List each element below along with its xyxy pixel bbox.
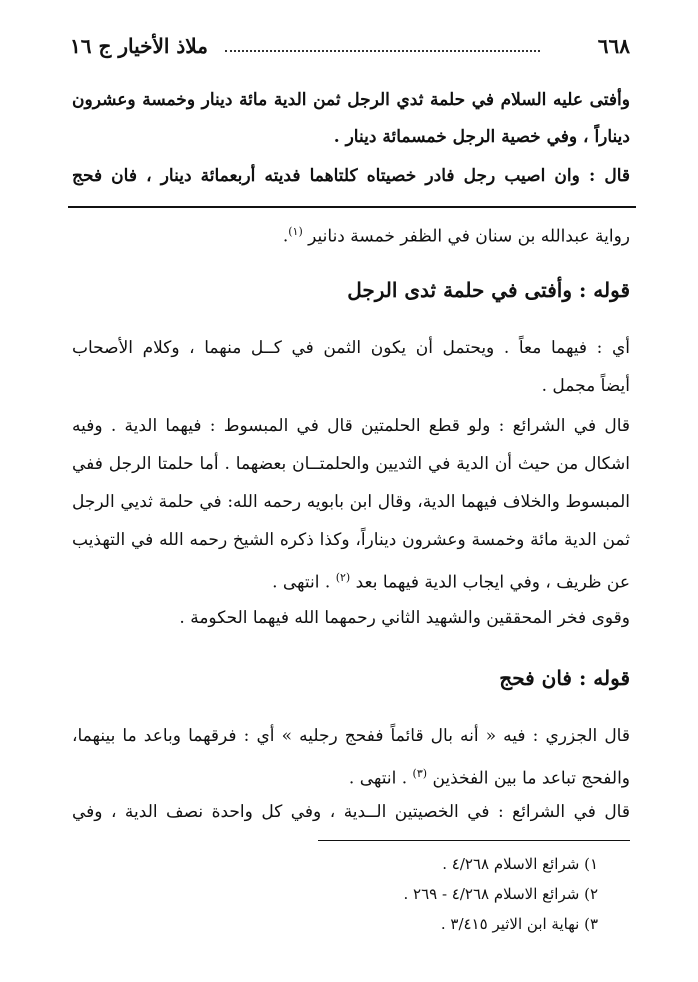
footnote-ref: (٣) xyxy=(412,767,428,780)
commentary-line xyxy=(72,564,630,597)
matn-line: قال : وان اصيب رجل فادر خصيتاه كلتاهما فديته أربعمائة دينار ، فان فحج xyxy=(72,166,630,186)
footnote: ١) شرائع الاسلام ٤/٢٦٨ . xyxy=(442,855,598,873)
footnote: ٢) شرائع الاسلام ٤/٢٦٨ - ٢٦٩ . xyxy=(403,885,598,903)
commentary-line: المبسوط والخلاف فيهما الدية، وقال ابن بابويه رحمه الله: في حلمة ثديي الرجل xyxy=(72,492,630,512)
commentary-line: قال في الشرائع : ولو قطع الحلمتين قال في المبسوط : فيهما الدية . وفيه xyxy=(72,416,630,436)
footnote-rule xyxy=(318,840,630,841)
commentary-text: والفحج تباعد ما بين الفخذين xyxy=(432,768,630,789)
commentary-text: عن ظريف ، وفي ايجاب الدية فيهما بعد xyxy=(355,572,630,593)
header-dotted-rule xyxy=(225,50,540,52)
commentary-heading: قوله : فان فحج xyxy=(499,666,630,690)
page-header xyxy=(70,34,630,66)
section-divider xyxy=(68,206,636,208)
commentary-line: اشكال من حيث أن الدية في الثديين والحلمتــان بعضهما . أما حلمتا الرجل ففي xyxy=(72,454,630,474)
running-title: ملاذ الأخيار ج ١٦ xyxy=(70,34,208,58)
commentary-line: أيضاً مجمل . xyxy=(541,376,630,396)
commentary-line: قال الجزري : فيه « أنه بال قائماً ففحج رجليه » أي : فرقهما وباعد ما بينهما، xyxy=(72,726,630,746)
commentary-text: . انتهى . xyxy=(348,768,408,789)
footnote: ٣) نهاية ابن الاثير ٣/٤١٥ . xyxy=(440,915,598,933)
page-number: ٦٦٨ xyxy=(597,34,630,58)
commentary-line: قال في الشرائع : في الخصيتين الــدية ، وفي كل واحدة نصف الدية ، وفي xyxy=(72,802,630,822)
footnote-ref: (١) xyxy=(288,225,303,238)
commentary-line: وقوى فخر المحققين والشهيد الثاني رحمهما الله فيهما الحكومة . xyxy=(179,608,630,628)
commentary-text: رواية عبدالله بن سنان في الظفر خمسة دنانير xyxy=(308,226,630,247)
commentary-text: . انتهى . xyxy=(272,572,331,593)
commentary-line: أي : فيهما معاً . ويحتمل أن يكون الثمن في كــل منهما ، وكلام الأصحاب xyxy=(72,338,630,358)
commentary-line xyxy=(72,760,630,793)
commentary-line: رواية عبدالله بن سنان في الظفر خمسة دنانير $^{(١)}$. xyxy=(282,225,630,247)
matn-line: وأفتى عليه السلام في حلمة ثدي الرجل ثمن الدية مائة دينار وخمسة وعشرون xyxy=(72,90,630,110)
footnote-ref: (٢) xyxy=(335,571,351,584)
commentary-line: ثمن الدية مائة وخمسة وعشرون ديناراً، وكذا ذكره الشيخ رحمه الله في التهذيب xyxy=(72,530,630,550)
commentary-heading: قوله : وأفتى في حلمة ثدى الرجل xyxy=(347,278,630,302)
matn-line: ديناراً ، وفي خصية الرجل خمسمائة دينار . xyxy=(333,127,630,147)
